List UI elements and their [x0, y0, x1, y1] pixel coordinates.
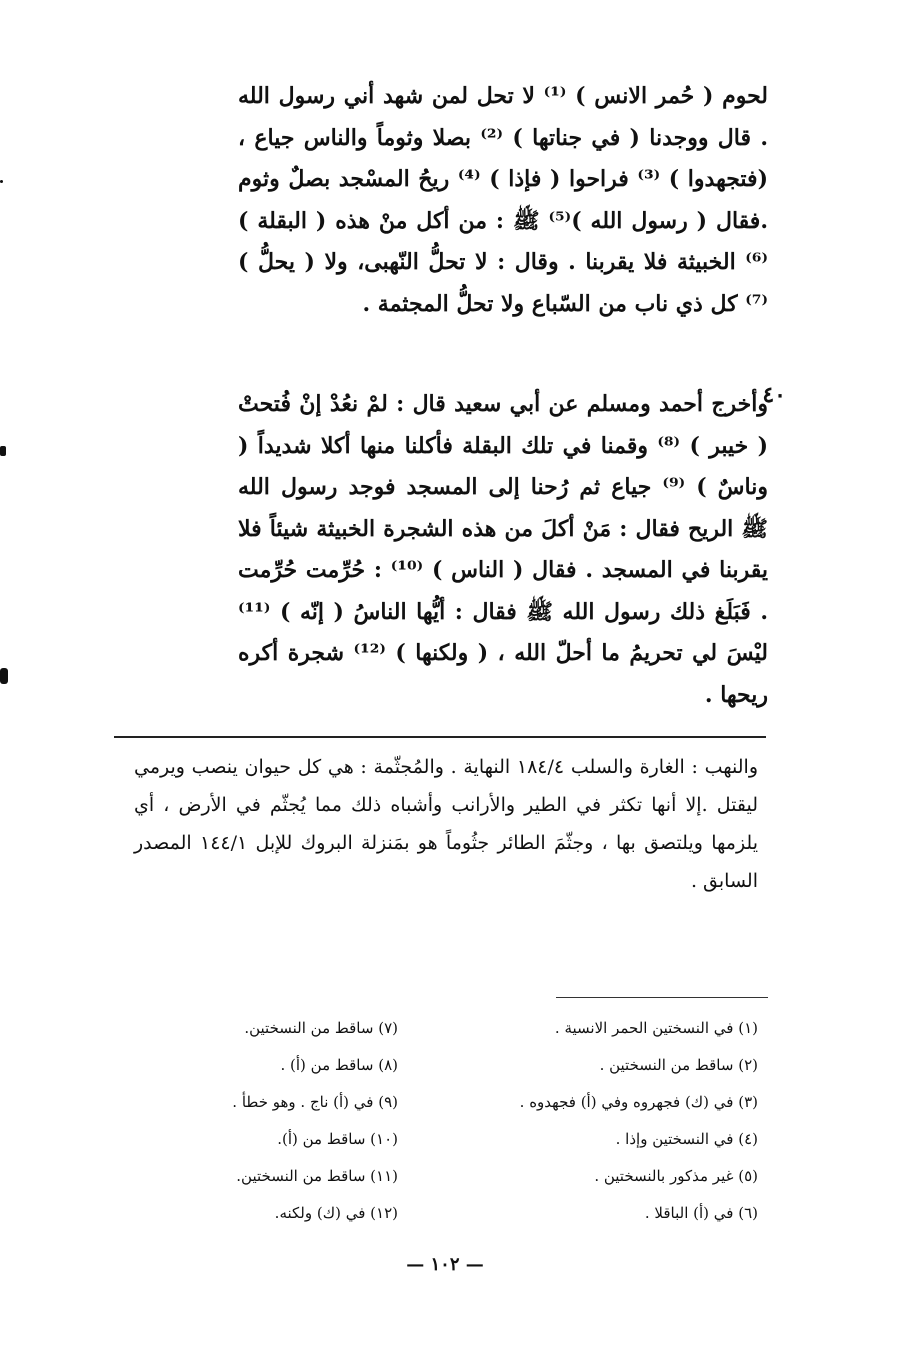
paragraph-40-block	[128, 382, 786, 714]
scan-artifact	[0, 446, 6, 456]
main-divider	[114, 736, 766, 738]
footnote-item: (٤) في النسختين وإذا .	[615, 1130, 758, 1148]
scan-artifact	[0, 668, 8, 684]
body-paragraph-1: لحوم ( حُمر الانس ) ⁽¹⁾ لا تحل لمن شهد أني رسول الله . قال ووجدنا ( في جناتها ) ⁽²⁾ بصلا وثوماً والناس جياع ، (فتجهدوا ) ⁽³⁾ فراحوا ( فإذا ) ⁽⁴⁾ ريحُ المسْجد بصلٌ وثوم .فقال ( رسول الله )⁽⁵⁾ ﷺ : من أكل منْ هذه ( البقلة ) ⁽⁶⁾ الخبيثة فلا يقربنا . وقال : لا تحلُّ النّهبى، ولا ( يحلُّ ) ⁽⁷⁾ كل ذي ناب من السّباع ولا تحلُّ المجثمة .	[238, 83, 768, 317]
footnote-item: (٧) ساقط من النسختين.	[244, 1019, 398, 1037]
footnote-item: (٣) في (ك) فجهروه وفي (أ) فجهدوه .	[519, 1093, 758, 1111]
page-number: — ١٠٢ —	[406, 1254, 484, 1275]
paragraph-number: ٤٠	[762, 382, 786, 408]
footnote-item: (٢) ساقط من النسختين .	[599, 1056, 758, 1074]
footnote-divider	[556, 997, 768, 998]
footnotes-left-column	[118, 1010, 398, 1232]
footnote-item: (٩) في (أ) ناج . وهو خطأ .	[232, 1093, 398, 1111]
footnote-item: (١٠) ساقط من (أ).	[277, 1130, 398, 1148]
footnotes-right-column	[458, 1010, 758, 1232]
body-paragraph-2: وأخرج أحمد ومسلم عن أبي سعيد قال : لمْ نعُدْ إنْ فُتحتْ ( خيبر ) ⁽⁸⁾ وقمنا في تلك البقلة فأكلنا منها أكلا شديداً ( وناسٌ ) ⁽⁹⁾ جياع ثم رُحنا إلى المسجد فوجد رسول الله ﷺ الريح فقال : مَنْ أكلَ من هذه الشجرة الخبيثة شيئاً فلا يقربنا في المسجد . فقال ( الناس ) ⁽¹⁰⁾ : حُرِّمت حُرِّمت . فَبَلَغ ذلك رسول الله ﷺ فقال : أيُّها الناسُ ( إنّه ) ⁽¹¹⁾ ليْسَ لي تحريمُ ما أحلّ الله ، ( ولكنها ) ⁽¹²⁾ شجرة أكره ريحها .	[238, 391, 769, 708]
footnote-item: (٦) في (أ) الباقلا .	[644, 1204, 758, 1222]
footnote-item: (٨) ساقط من (أ) .	[280, 1056, 398, 1074]
scan-artifact	[0, 180, 3, 183]
footnote-item: (١١) ساقط من النسختين.	[236, 1167, 398, 1185]
footnote-item: (١) في النسختين الحمر الانسية .	[554, 1019, 758, 1037]
commentary-note: والنهب : الغارة والسلب ١٨٤/٤ النهاية . والمُجثّمة : هي كل حيوان ينصب ويرمي ليقتل .إلا أنها تكثر في الطير والأرانب وأشباه ذلك مما يُجثّم في الأرض ، أي يلزمها ويلتصق بها ، وجثّمَ الطائر جثُوماً هو بمَنزلة البروك للإبل ١٤٤/١ المصدر السابق .	[134, 756, 759, 892]
footnote-item: (١٢) في (ك) ولكنه.	[274, 1204, 398, 1222]
footnote-item: (٥) غير مذكور بالنسختين .	[594, 1167, 758, 1185]
